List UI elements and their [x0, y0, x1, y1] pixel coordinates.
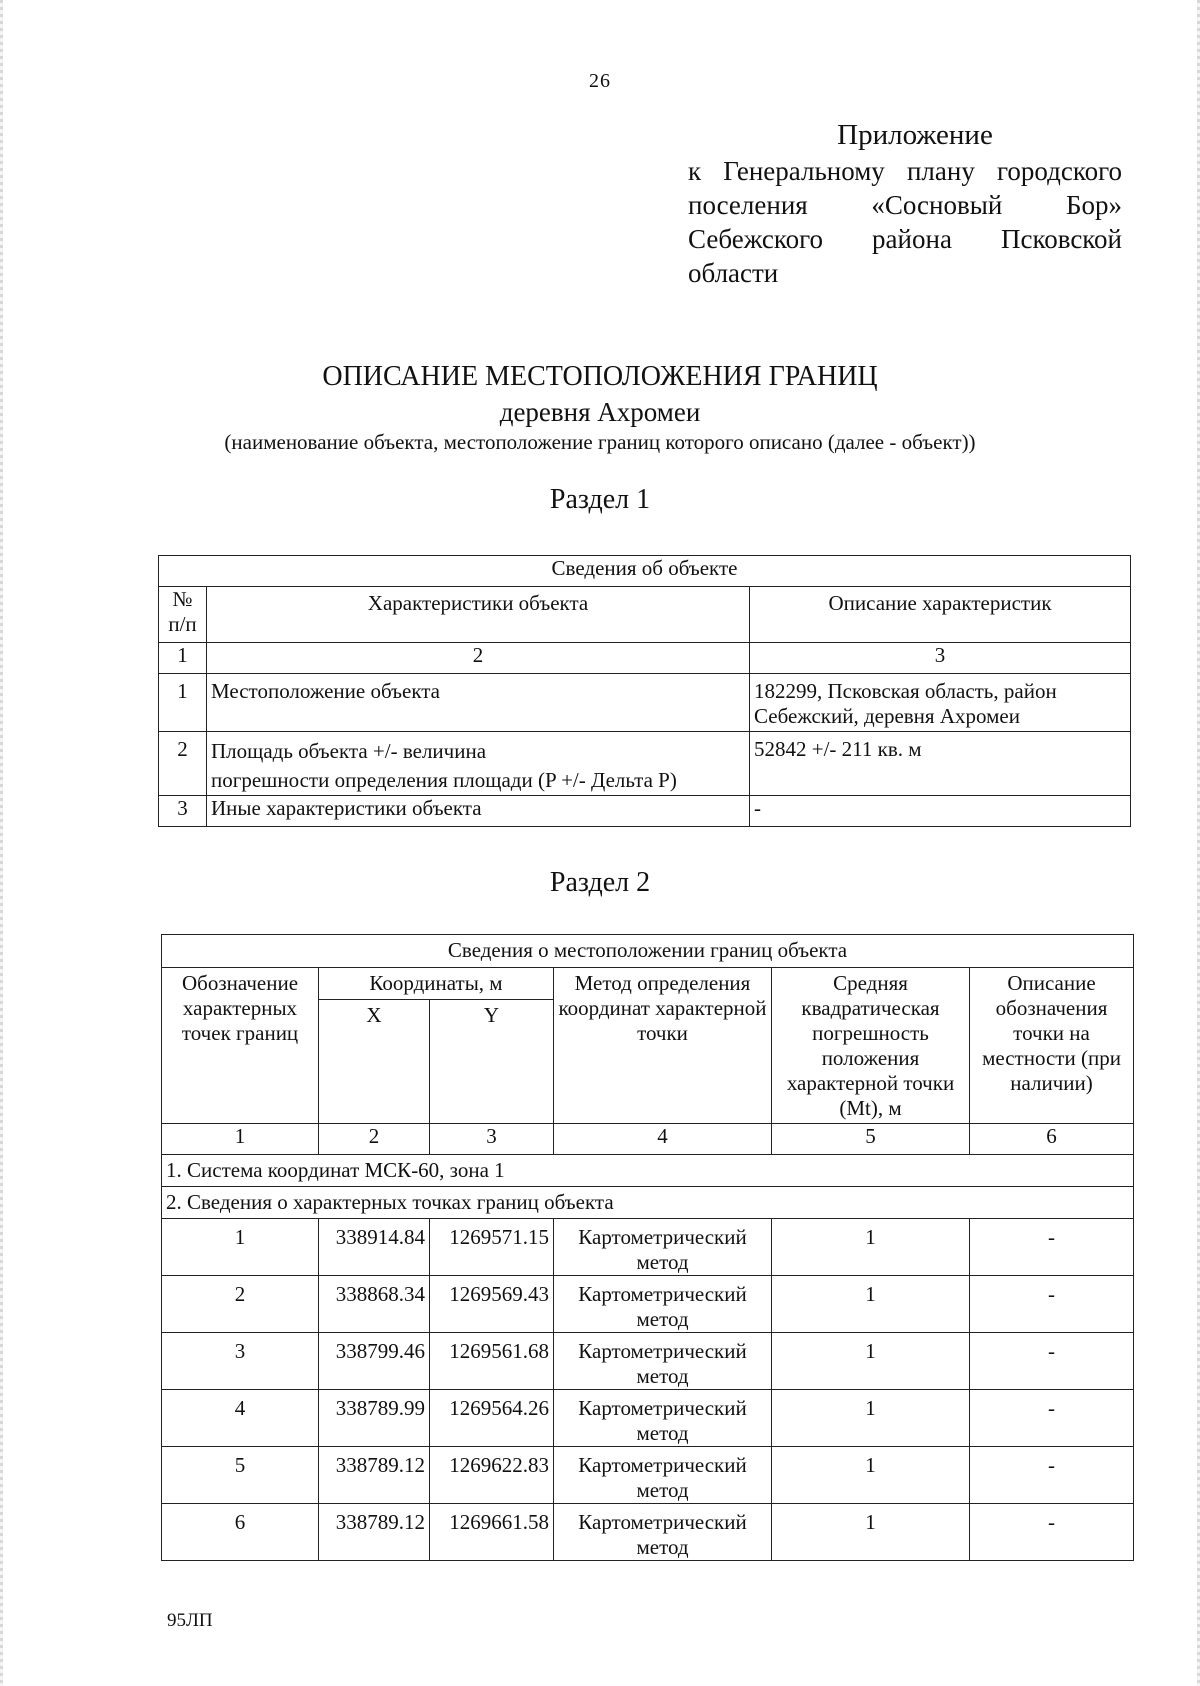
header-cell: Характеристики объекта: [207, 587, 750, 643]
method: [554, 1390, 772, 1447]
characteristic-name: [207, 732, 750, 796]
header-cell: № п/п: [159, 587, 207, 643]
table-row: [162, 1333, 1134, 1390]
section1-title: Раздел 1: [549, 484, 651, 515]
footer-code: 95ЛП: [167, 1610, 213, 1631]
method-line: Картометрический: [578, 1510, 747, 1534]
coord-x: 338799.46: [319, 1333, 430, 1390]
appendix-block: [688, 118, 1122, 290]
point-id: 4: [162, 1390, 319, 1447]
coord-y: 1269622.83: [430, 1447, 554, 1504]
column-number: 3: [430, 1124, 554, 1155]
coord-x: 338914.84: [319, 1219, 430, 1276]
method: [554, 1219, 772, 1276]
table-row: [162, 1276, 1134, 1333]
method-line: метод: [636, 1478, 689, 1502]
object-name: деревня Ахромеи: [499, 397, 701, 427]
mt-value: 1: [772, 1447, 970, 1504]
method-line: Картометрический: [578, 1453, 747, 1477]
characteristic-name: Иные характеристики объекта: [207, 796, 750, 827]
coord-y: 1269571.15: [430, 1219, 554, 1276]
method-line: Картометрический: [578, 1225, 747, 1249]
header-cell: Обозначение характерных точек границ: [162, 968, 319, 1124]
method-line: метод: [636, 1535, 689, 1559]
table-caption: Сведения об объекте: [159, 556, 1131, 587]
coord-x: 338789.12: [319, 1447, 430, 1504]
row-number: 3: [159, 796, 207, 827]
row-number: 2: [159, 732, 207, 796]
characteristic-value: 182299, Псковская область, район Себежский, деревня Ахромеи: [750, 674, 1131, 732]
boundary-points-table: [161, 934, 1134, 1561]
column-number: 2: [207, 643, 750, 674]
header-cell: Y: [430, 1000, 554, 1124]
table-row: [159, 796, 1131, 827]
method-line: метод: [636, 1250, 689, 1274]
appendix-title: Приложение: [837, 119, 993, 151]
mt-value: 1: [772, 1504, 970, 1561]
method-line: метод: [636, 1364, 689, 1388]
mt-value: 1: [772, 1276, 970, 1333]
column-number: 4: [554, 1124, 772, 1155]
points-caption: 2. Сведения о характерных точках границ объекта: [162, 1187, 1134, 1219]
method-line: Картометрический: [578, 1396, 747, 1420]
coord-y: 1269561.68: [430, 1333, 554, 1390]
characteristic-name-line: погрешности определения площади (P +/- Дельта P): [211, 768, 677, 792]
mt-value: 1: [772, 1219, 970, 1276]
coordinate-system: 1. Система координат МСК-60, зона 1: [162, 1155, 1134, 1187]
table-row: [162, 1504, 1134, 1561]
method-line: метод: [636, 1307, 689, 1331]
scan-edge-left: [0, 0, 3, 1686]
appendix-line: к Генеральному плану городского: [688, 156, 1122, 186]
section2-title: Раздел 2: [549, 867, 651, 898]
point-id: 2: [162, 1276, 319, 1333]
page-number: 26: [589, 70, 611, 92]
table-row: [159, 674, 1131, 732]
point-description: -: [970, 1219, 1134, 1276]
column-number: 3: [750, 643, 1131, 674]
coord-y: 1269569.43: [430, 1276, 554, 1333]
characteristic-name: Местоположение объекта: [207, 674, 750, 732]
table-row: [159, 732, 1131, 796]
method-line: Картометрический: [578, 1282, 747, 1306]
coord-y: 1269661.58: [430, 1504, 554, 1561]
mt-value: 1: [772, 1333, 970, 1390]
characteristic-value: 52842 +/- 211 кв. м: [750, 732, 1131, 796]
point-description: -: [970, 1390, 1134, 1447]
characteristic-name-line: Площадь объекта +/- величина: [211, 739, 487, 763]
row-number: 1: [159, 674, 207, 732]
point-description: -: [970, 1276, 1134, 1333]
header-cell: Метод определения координат характерной точки: [554, 968, 772, 1124]
method-line: Картометрический: [578, 1339, 747, 1363]
header-cell: Средняя квадратическая погрешность положения характерной точки (Mt), м: [772, 968, 970, 1124]
document-title: ОПИСАНИЕ МЕСТОПОЛОЖЕНИЯ ГРАНИЦ: [322, 361, 878, 392]
point-id: 5: [162, 1447, 319, 1504]
appendix-line: Себежского района Псковской: [688, 224, 1122, 254]
point-id: 6: [162, 1504, 319, 1561]
coord-x: 338789.99: [319, 1390, 430, 1447]
table-row: [162, 1390, 1134, 1447]
appendix-line: поселения «Сосновый Бор»: [688, 190, 1122, 220]
coord-x: 338868.34: [319, 1276, 430, 1333]
point-description: -: [970, 1504, 1134, 1561]
header-cell: X: [319, 1000, 430, 1124]
coord-x: 338789.12: [319, 1504, 430, 1561]
column-number: 1: [159, 643, 207, 674]
object-note: (наименование объекта, местоположение границ которого описано (далее - объект)): [224, 430, 976, 454]
header-cell: Описание обозначения точки на местности (при наличии): [970, 968, 1134, 1124]
mt-value: 1: [772, 1390, 970, 1447]
point-description: -: [970, 1447, 1134, 1504]
column-number: 1: [162, 1124, 319, 1155]
method: [554, 1447, 772, 1504]
appendix-line: области: [688, 258, 779, 288]
point-id: 1: [162, 1219, 319, 1276]
header-cell: Описание характеристик: [750, 587, 1131, 643]
table-caption: Сведения о местоположении границ объекта: [162, 935, 1134, 968]
method-line: метод: [636, 1421, 689, 1445]
method: [554, 1276, 772, 1333]
coord-y: 1269564.26: [430, 1390, 554, 1447]
column-number: 5: [772, 1124, 970, 1155]
method: [554, 1504, 772, 1561]
method: [554, 1333, 772, 1390]
column-number: 2: [319, 1124, 430, 1155]
header-cell: Координаты, м: [319, 968, 554, 1000]
point-id: 3: [162, 1333, 319, 1390]
table-row: [162, 1219, 1134, 1276]
object-info-table: [158, 555, 1131, 827]
point-description: -: [970, 1333, 1134, 1390]
table-row: [162, 1447, 1134, 1504]
column-number: 6: [970, 1124, 1134, 1155]
characteristic-value: -: [750, 796, 1131, 827]
